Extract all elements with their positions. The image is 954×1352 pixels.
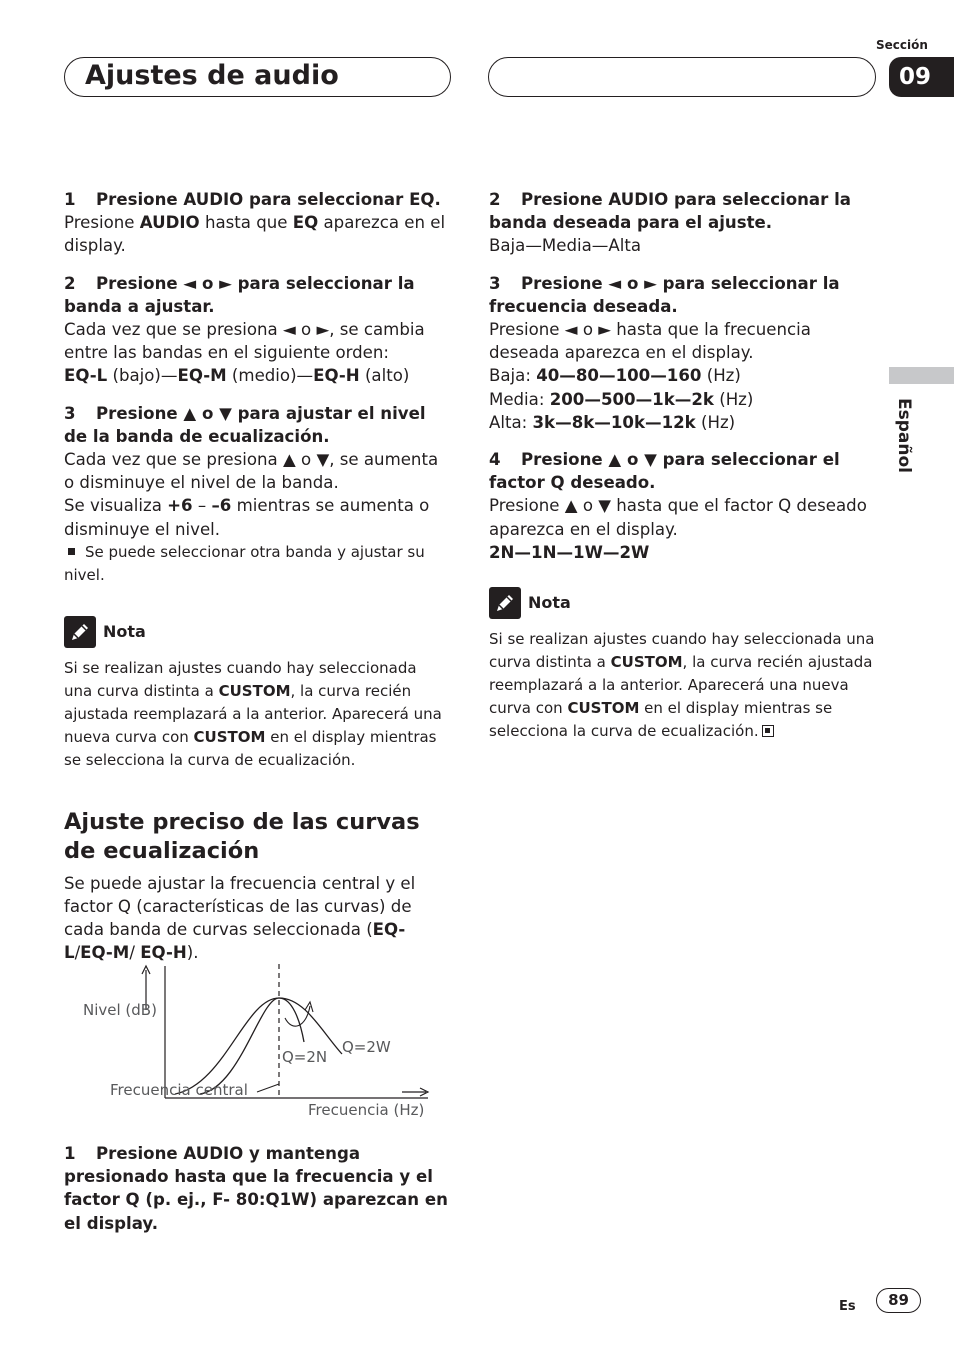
pencil-icon xyxy=(64,616,96,648)
step-3-heading: 3 Presione ▲ o ▼ para ajustar el nivel de la banda de ecualización. xyxy=(64,403,426,446)
page-number: 89 xyxy=(876,1288,921,1313)
x-axis-label: Frecuencia (Hz) xyxy=(308,1101,425,1119)
right-note-body: Si se realizan ajustes cuando hay seleccionada una curva distinta a CUSTOM, la curva recién ajustada reemplazará a la anterior. Aparecerá una nueva curva con CUSTOM en el display mientras se selecciona la curva de ecualización. xyxy=(489,630,875,741)
freq-baja: Baja: 40—80—100—160 (Hz) xyxy=(489,366,741,386)
right-step-4-body: Presione ▲ o ▼ hasta que el factor Q deseado aparezca en el display. xyxy=(489,496,867,539)
right-step-2-body: Baja—Media—Alta xyxy=(489,236,641,256)
right-step-2-heading: 2 Presione AUDIO para seleccionar la banda deseada para el ajuste. xyxy=(489,190,851,233)
title-bar xyxy=(64,57,451,97)
band-order: EQ-L (bajo)—EQ-M (medio)—EQ-H (alto) xyxy=(64,366,410,386)
left-column-bottom xyxy=(64,1142,449,1235)
language-label: Español xyxy=(894,398,914,473)
right-step-4-heading: 4 Presione ▲ o ▼ para seleccionar el factor Q deseado. xyxy=(489,450,840,493)
q2n-label: Q=2N xyxy=(282,1048,328,1066)
y-axis-label: Nivel (dB) xyxy=(83,1001,157,1019)
section-heading: Ajuste preciso de las curvas de ecualización xyxy=(64,808,420,864)
right-column xyxy=(489,188,877,743)
language-tab-marker xyxy=(889,367,954,384)
section-number-badge: 09 xyxy=(889,57,954,97)
step-2-heading: 2 Presione ◄ o ► para seleccionar la banda a ajustar. xyxy=(64,273,415,316)
note-heading: Nota xyxy=(64,615,449,649)
bullet-note: Se puede seleccionar otra banda y ajustar su nivel. xyxy=(64,542,425,584)
step-2-body: Cada vez que se presiona ◄ o ►, se cambia entre las bandas en el siguiente orden: xyxy=(64,320,425,363)
right-note-heading: Nota xyxy=(489,586,877,620)
q-factor-options: 2N—1N—1W—2W xyxy=(489,542,650,562)
step-1-body: Presione AUDIO hasta que EQ aparezca en el display. xyxy=(64,213,446,256)
end-mark-icon xyxy=(762,725,774,737)
q2w-label: Q=2W xyxy=(342,1038,391,1056)
right-step-3-heading: 3 Presione ◄ o ► para seleccionar la frecuencia deseada. xyxy=(489,273,840,316)
step-1-heading: 1 Presione AUDIO para seleccionar EQ. xyxy=(64,190,441,209)
center-pointer-line xyxy=(257,1084,279,1092)
freq-media: Media: 200—500—1k—2k (Hz) xyxy=(489,389,754,409)
section-label: Sección xyxy=(876,38,928,52)
left-column xyxy=(64,188,449,965)
header-blank-bar xyxy=(488,57,876,97)
section-intro: Se puede ajustar la frecuencia central y el factor Q (características de las curvas) de cada banda de curvas seleccionada (EQ-L/EQ-M/ EQ-H). xyxy=(64,873,416,963)
curve-q2w xyxy=(175,998,342,1094)
step-3-body: Cada vez que se presiona ▲ o ▼, se aumenta o disminuye el nivel de la banda. xyxy=(64,450,439,493)
page-title: Ajustes de audio xyxy=(85,60,339,91)
footer-lang-code: Es xyxy=(839,1299,856,1314)
right-step-3-body: Presione ◄ o ► hasta que la frecuencia deseada aparezca en el display. xyxy=(489,320,811,363)
freq-alta: Alta: 3k—8k—10k—12k (Hz) xyxy=(489,412,736,432)
center-frequency-label: Frecuencia central xyxy=(110,1081,248,1099)
note-body: Si se realizan ajustes cuando hay seleccionada una curva distinta a CUSTOM, la curva recién ajustada reemplazará a la anterior. Aparecerá una nueva curva con CUSTOM en el display mientras se selecciona la curva de ecualización. xyxy=(64,658,442,769)
curve-q2n xyxy=(200,998,304,1094)
fine-step-1-heading: 1 Presione AUDIO y mantenga presionado hasta que la frecuencia y el factor Q (p. ej., F- 80:Q1W) aparezcan en el display. xyxy=(64,1144,448,1233)
pencil-icon xyxy=(489,587,521,619)
step-3-range: Se visualiza +6 – –6 mientras se aumenta o disminuye el nivel. xyxy=(64,496,430,539)
bullet-square-icon xyxy=(68,548,75,555)
